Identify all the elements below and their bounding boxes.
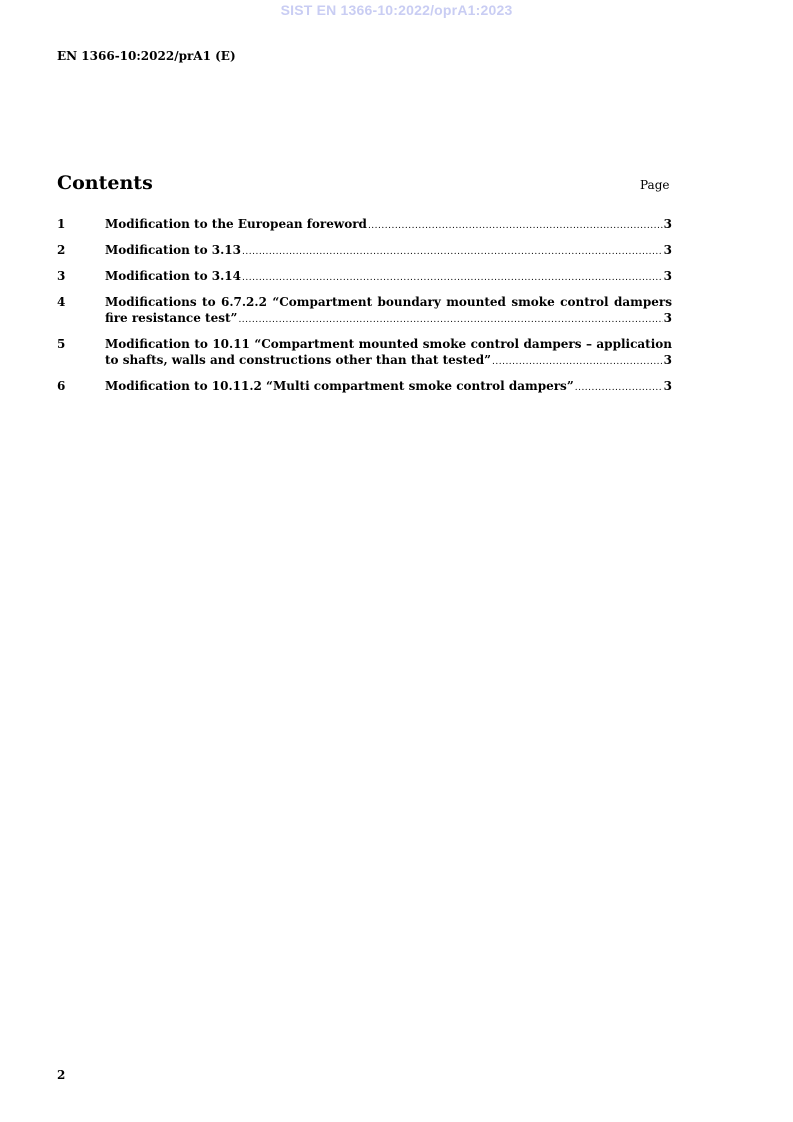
toc-entry-page: 3 [663, 353, 672, 367]
toc-leader-dots [492, 354, 663, 370]
toc-leader-dots [238, 312, 662, 328]
toc-entry-title-line: Modification to 10.11 “Compartment mounted smoke control dampers – application [105, 337, 672, 351]
toc-entry-number: 3 [57, 269, 66, 283]
toc-entry-number: 2 [57, 243, 66, 257]
toc-entry[interactable] [57, 378, 672, 396]
table-of-contents [57, 216, 672, 404]
toc-entry-page: 3 [663, 269, 672, 283]
watermark: SIST EN 1366-10:2022/oprA1:2023 [280, 2, 513, 18]
toc-entry-title: fire resistance test” [105, 311, 238, 325]
toc-entry[interactable] [57, 242, 672, 260]
document-identifier: EN 1366-10:2022/prA1 (E) [57, 49, 236, 63]
contents-heading: Contents [57, 172, 153, 194]
toc-entry-page: 3 [663, 311, 672, 325]
toc-entry-number: 4 [57, 295, 66, 309]
toc-entry-title: Modification to 10.11.2 “Multi compartment smoke control dampers” [105, 379, 574, 393]
toc-entry-title: Modification to 3.13 [105, 243, 242, 257]
toc-entry-page: 3 [663, 379, 672, 393]
toc-entry[interactable] [57, 268, 672, 286]
toc-entry-page: 3 [663, 217, 672, 231]
toc-entry-number: 1 [57, 217, 66, 231]
toc-entry-title: Modification to the European foreword [105, 217, 367, 231]
toc-entry-title: to shafts, walls and constructions other than that tested” [105, 353, 491, 367]
toc-leader-dots [242, 270, 663, 286]
toc-entry-number: 5 [57, 337, 66, 351]
toc-entry-number: 6 [57, 379, 66, 393]
footer-page-number: 2 [57, 1068, 66, 1082]
toc-entry-title: Modification to 3.14 [105, 269, 242, 283]
toc-leader-dots [368, 218, 663, 234]
toc-entry[interactable] [57, 336, 672, 370]
toc-entry-page: 3 [663, 243, 672, 257]
toc-entry[interactable] [57, 294, 672, 328]
toc-entry[interactable] [57, 216, 672, 234]
toc-leader-dots [575, 380, 663, 396]
page-column-label: Page [640, 178, 670, 192]
toc-leader-dots [242, 244, 663, 260]
toc-entry-title-line: Modifications to 6.7.2.2 “Compartment boundary mounted smoke control dampers [105, 295, 672, 309]
